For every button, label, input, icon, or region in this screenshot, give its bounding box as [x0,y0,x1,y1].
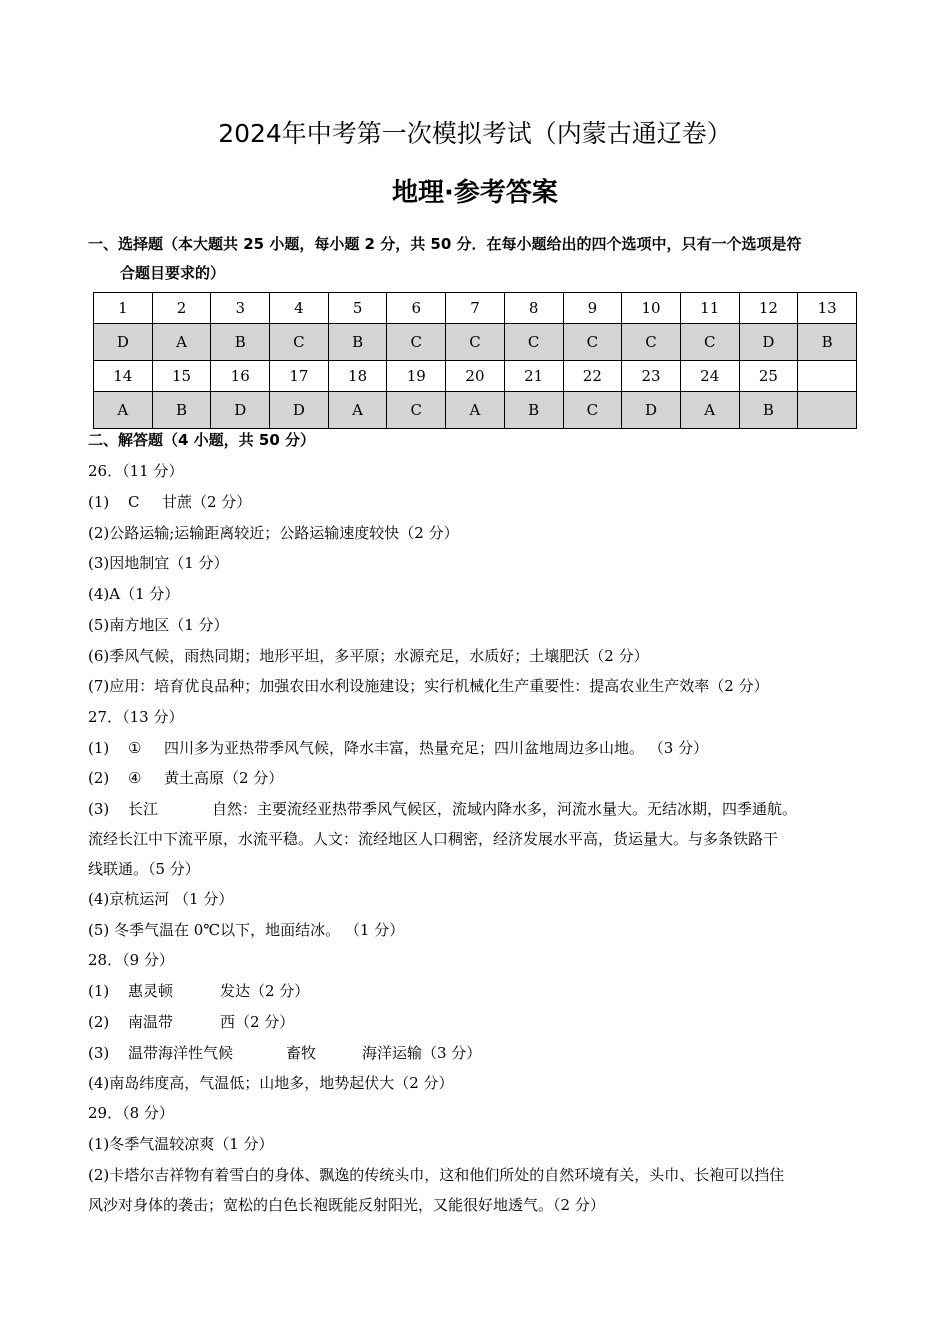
q29-answer-1: (1)冬季气温较凉爽（1 分） [88,1135,274,1153]
table-cell: A [152,324,211,361]
answer-choice: ④ [128,769,142,787]
table-cell: 3 [211,293,270,324]
table-cell: D [94,324,153,361]
section1-heading: 一、选择题（本大题共 25 小题，每小题 2 分，共 50 分．在每小题给出的四个选项中，只有一个选项是符 [88,235,802,253]
answer-keyword: 南温带 [128,1013,174,1031]
answer-text: 西（2 分） [220,1013,295,1031]
item-number: (2) [88,1013,110,1031]
table-cell: A [446,392,505,429]
table-cell: 9 [563,293,622,324]
answer-keyword: 畜牧 [286,1044,317,1062]
q29-answer-2-cont: 风沙对身体的袭击；宽松的白色长袍既能反射阳光，又能很好地透气。（2 分） [88,1196,605,1214]
table-cell: 6 [387,293,446,324]
answer-choice: C [128,493,140,511]
table-cell: C [622,324,681,361]
table-cell: A [94,392,153,429]
answer-table [93,292,857,429]
answer-text: 海洋运输（3 分） [362,1044,482,1062]
q27-answer-4: (4)京杭运河 （1 分） [88,890,234,908]
q27-answer-1 [88,737,708,759]
table-cell: 16 [211,361,270,392]
table-cell: C [504,324,563,361]
table-cell: 24 [680,361,739,392]
table-cell: 18 [328,361,387,392]
table-cell: C [270,324,329,361]
item-number: (2) [88,769,110,787]
answer-text: 自然：主要流经亚热带季风气候区，流域内降水多，河流水量大。无结冰期，四季通航。 [212,800,798,818]
table-cell: 21 [504,361,563,392]
table-cell: 22 [563,361,622,392]
table-cell: 20 [446,361,505,392]
item-number: (3) [88,1044,110,1062]
item-number: (1) [88,982,110,1000]
q26-answer-3: (3)因地制宜（1 分） [88,554,229,572]
q26-answer-6: (6)季风气候，雨热同期；地形平坦，多平原；水源充足，水质好；土壤肥沃（2 分） [88,647,649,665]
table-cell: C [563,324,622,361]
q26-answer-7: (7)应用：培育优良品种；加强农田水利设施建设；实行机械化生产重要性：提高农业生产效率（2 分） [88,677,769,695]
table-cell: 23 [622,361,681,392]
q26-answer-5: (5)南方地区（1 分） [88,616,229,634]
table-cell: C [680,324,739,361]
table-cell: B [328,324,387,361]
table-cell: B [152,392,211,429]
table-cell: 11 [680,293,739,324]
table-cell: 13 [798,293,857,324]
table-cell: 4 [270,293,329,324]
table-cell: C [387,324,446,361]
q29-title: 29．（8 分） [88,1104,174,1122]
document-subtitle: 地理·参考答案 [392,178,558,208]
table-cell: 5 [328,293,387,324]
table-cell: B [798,324,857,361]
table-cell: 14 [94,361,153,392]
table-cell: 17 [270,361,329,392]
table-row-numbers-1 [94,293,857,324]
q26-title: 26．（11 分） [88,462,184,480]
document-title: 2024年中考第一次模拟考试（内蒙古通辽卷） [218,119,732,148]
q28-answer-4: (4)南岛纬度高，气温低；山地多，地势起伏大（2 分） [88,1074,454,1092]
answer-text: 黄土高原（2 分） [164,769,284,787]
item-number: (1) [88,739,110,757]
table-cell: 1 [94,293,153,324]
table-cell: C [387,392,446,429]
table-cell: D [739,324,798,361]
q27-answer-3 [88,798,797,820]
answer-choice: ① [128,739,142,757]
table-cell: A [680,392,739,429]
q28-answer-1 [88,980,309,1002]
q28-answer-2 [88,1011,294,1033]
table-cell: B [211,324,270,361]
q28-title: 28．（9 分） [88,951,174,969]
q27-answer-3-cont: 流经长江中下流平原，水流平稳。人文：流经地区人口稠密，经济发展水平高，货运量大。与多条铁路干 [88,830,779,848]
answer-keyword: 长江 [128,800,159,818]
q29-answer-2: (2)卡塔尔吉祥物有着雪白的身体、飘逸的传统头巾，这和他们所处的自然环境有关，头巾、长袍可以挡住 [88,1166,785,1184]
table-cell: 8 [504,293,563,324]
table-row-answers-1 [94,324,857,361]
answer-keyword: 惠灵顿 [128,982,174,1000]
table-cell: 7 [446,293,505,324]
table-cell-empty [798,392,857,429]
answer-text: 发达（2 分） [220,982,310,1000]
table-row-answers-2 [94,392,857,429]
table-cell: 10 [622,293,681,324]
table-cell: 12 [739,293,798,324]
answer-text: 甘蔗（2 分） [162,493,252,511]
table-cell: D [270,392,329,429]
q27-answer-5: (5) 冬季气温在 0℃以下，地面结冰。 （1 分） [88,921,405,939]
table-cell: 25 [739,361,798,392]
table-cell: 2 [152,293,211,324]
item-number: (3) [88,800,110,818]
table-row-numbers-2 [94,361,857,392]
q26-answer-4: (4)A（1 分） [88,585,180,603]
q27-title: 27．（13 分） [88,708,184,726]
section1-heading-cont: 合题目要求的） [120,264,226,282]
table-cell: B [504,392,563,429]
section2-heading: 二、解答题（4 小题，共 50 分） [88,431,315,449]
table-cell-empty [798,361,857,392]
answer-text: 四川多为亚热带季风气候，降水丰富，热量充足；四川盆地周边多山地。 （3 分） [164,739,709,757]
answer-keyword: 温带海洋性气候 [128,1044,234,1062]
table-cell: C [446,324,505,361]
item-number: (1) [88,493,110,511]
table-cell: D [211,392,270,429]
table-cell: 15 [152,361,211,392]
q27-answer-2 [88,767,283,789]
table-cell: B [739,392,798,429]
q27-answer-3-cont2: 线联通。（5 分） [88,860,200,878]
q26-answer-2: (2)公路运输;运输距离较近；公路运输速度较快（2 分） [88,524,459,542]
table-cell: 19 [387,361,446,392]
table-cell: A [328,392,387,429]
q26-answer-1 [88,491,251,513]
q28-answer-3 [88,1042,481,1064]
table-cell: D [622,392,681,429]
table-cell: C [563,392,622,429]
